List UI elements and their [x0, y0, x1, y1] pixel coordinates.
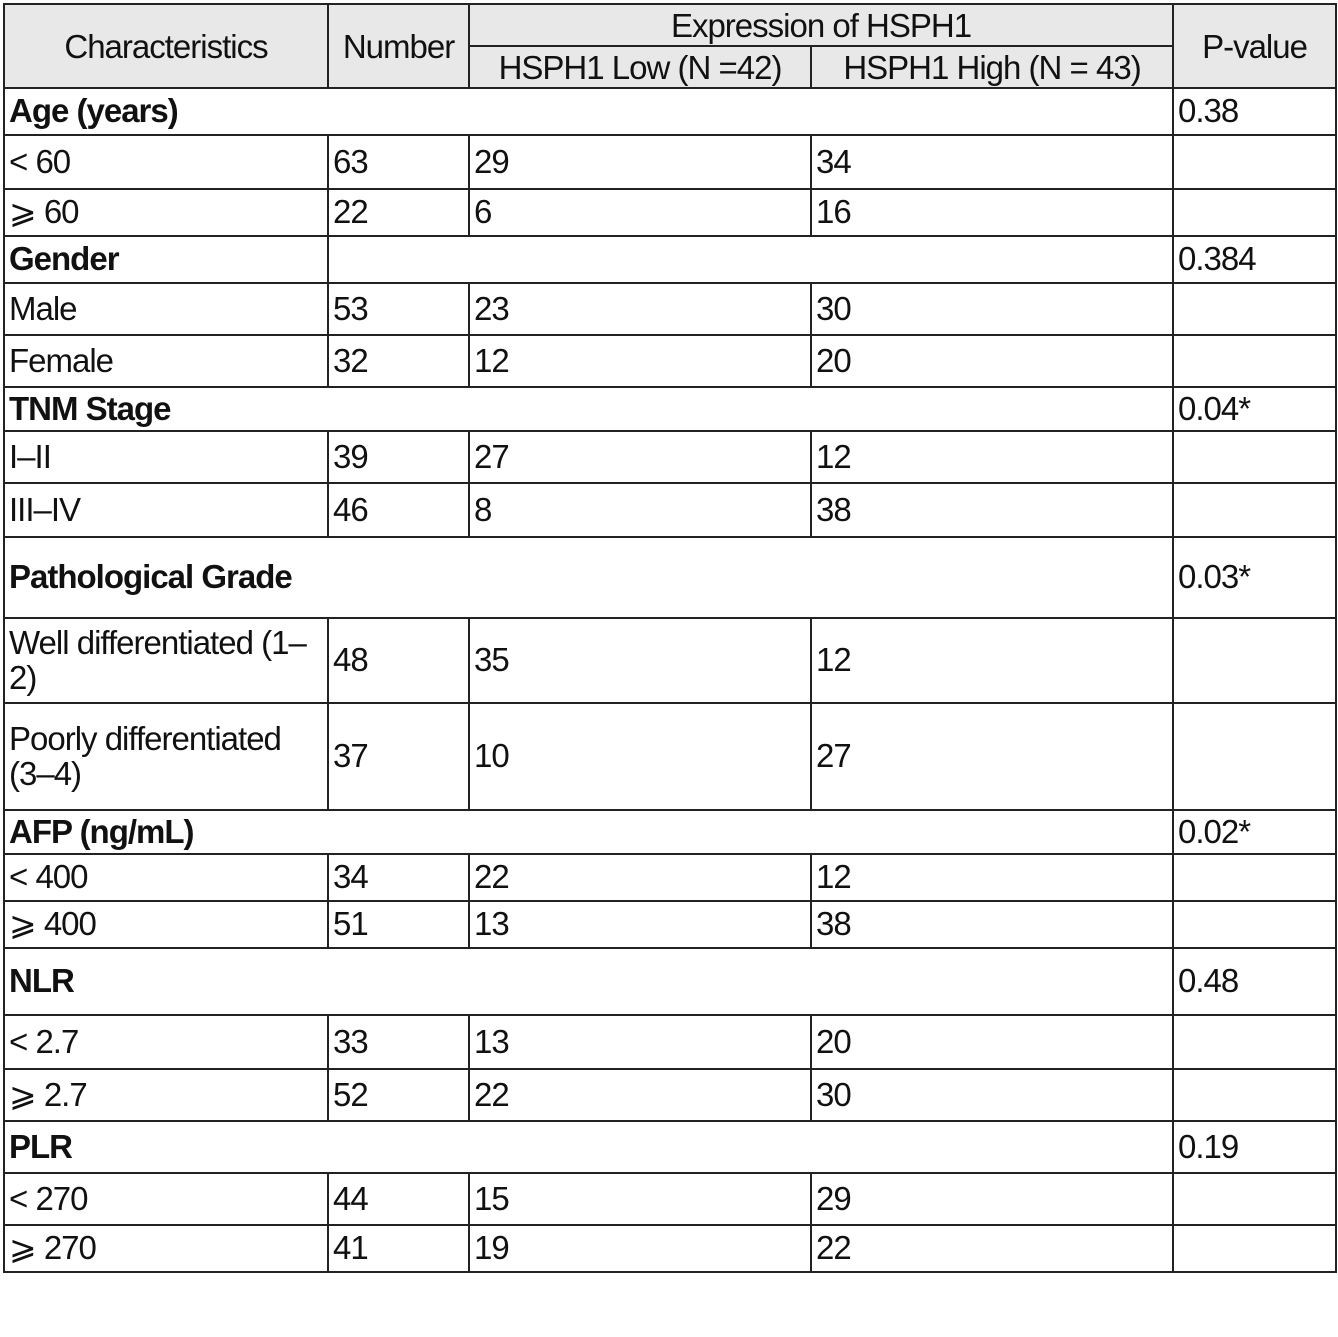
- cell-high: 29: [811, 1173, 1173, 1225]
- cell-number: 63: [328, 135, 469, 189]
- group-label: AFP (ng/mL): [4, 810, 1173, 854]
- cell-low: 15: [469, 1173, 811, 1225]
- cell-characteristic: ⩾ 60: [4, 189, 328, 236]
- cell-low: 12: [469, 335, 811, 387]
- cell-low: 22: [469, 1069, 811, 1121]
- table-row: [4, 854, 1336, 901]
- group-pvalue: 0.02*: [1173, 810, 1336, 854]
- hsph1-characteristics-table: [3, 3, 1337, 1273]
- cell-pvalue: [1173, 1225, 1336, 1272]
- cell-number: 33: [328, 1015, 469, 1069]
- cell-number: 41: [328, 1225, 469, 1272]
- cell-number: 53: [328, 283, 469, 335]
- cell-pvalue: [1173, 283, 1336, 335]
- group-label: TNM Stage: [4, 387, 1173, 431]
- cell-high: 20: [811, 1015, 1173, 1069]
- group-row-gender: [4, 236, 1336, 283]
- group-row-pathological-grade: [4, 537, 1336, 618]
- cell-pvalue: [1173, 854, 1336, 901]
- cell-number: 34: [328, 854, 469, 901]
- cell-pvalue: [1173, 703, 1336, 810]
- table-row: [4, 901, 1336, 948]
- group-row-tnm-stage: [4, 387, 1336, 431]
- cell-characteristic: < 400: [4, 854, 328, 901]
- cell-number: 32: [328, 335, 469, 387]
- header-high: HSPH1 High (N = 43): [811, 46, 1173, 88]
- cell-number: 52: [328, 1069, 469, 1121]
- header-characteristics: Characteristics: [4, 4, 328, 88]
- cell-high: 38: [811, 901, 1173, 948]
- cell-characteristic: Male: [4, 283, 328, 335]
- cell-characteristic: ⩾ 400: [4, 901, 328, 948]
- cell-low: 22: [469, 854, 811, 901]
- cell-pvalue: [1173, 901, 1336, 948]
- group-label: NLR: [4, 948, 1173, 1015]
- table-row: [4, 703, 1336, 810]
- cell-pvalue: [1173, 1069, 1336, 1121]
- group-label: PLR: [4, 1121, 1173, 1173]
- cell-high: 27: [811, 703, 1173, 810]
- cell-low: 13: [469, 901, 811, 948]
- cell-number: 51: [328, 901, 469, 948]
- cell-high: 34: [811, 135, 1173, 189]
- cell-high: 30: [811, 283, 1173, 335]
- cell-high: 12: [811, 854, 1173, 901]
- cell-low: 29: [469, 135, 811, 189]
- group-row-age: [4, 88, 1336, 135]
- table-row: [4, 283, 1336, 335]
- table-row: [4, 431, 1336, 483]
- table-row: [4, 1015, 1336, 1069]
- cell-high: 12: [811, 431, 1173, 483]
- cell-number: 48: [328, 618, 469, 703]
- group-label: Age (years): [4, 88, 1173, 135]
- cell-high: 16: [811, 189, 1173, 236]
- header-number: Number: [328, 4, 469, 88]
- group-pvalue: 0.04*: [1173, 387, 1336, 431]
- cell-low: 27: [469, 431, 811, 483]
- cell-pvalue: [1173, 335, 1336, 387]
- group-row-nlr: [4, 948, 1336, 1015]
- cell-number: 37: [328, 703, 469, 810]
- cell-high: 22: [811, 1225, 1173, 1272]
- table-row: [4, 189, 1336, 236]
- table-row: [4, 1173, 1336, 1225]
- cell-pvalue: [1173, 618, 1336, 703]
- header-low: HSPH1 Low (N =42): [469, 46, 811, 88]
- group-pvalue: 0.03*: [1173, 537, 1336, 618]
- cell-pvalue: [1173, 1015, 1336, 1069]
- cell-characteristic: Poorly differentiated (3–4): [4, 703, 328, 810]
- cell-pvalue: [1173, 1173, 1336, 1225]
- group-pvalue: 0.38: [1173, 88, 1336, 135]
- header-expression: Expression of HSPH1: [469, 4, 1173, 46]
- cell-low: 23: [469, 283, 811, 335]
- table-row: [4, 335, 1336, 387]
- cell-high: 20: [811, 335, 1173, 387]
- cell-low: 6: [469, 189, 811, 236]
- cell-characteristic: ⩾ 270: [4, 1225, 328, 1272]
- cell-characteristic: ⩾ 2.7: [4, 1069, 328, 1121]
- cell-number: 22: [328, 189, 469, 236]
- group-pvalue: 0.48: [1173, 948, 1336, 1015]
- cell-characteristic: < 60: [4, 135, 328, 189]
- table-row: [4, 135, 1336, 189]
- cell-high: 38: [811, 483, 1173, 537]
- cell-low: 13: [469, 1015, 811, 1069]
- header-pvalue: P-value: [1173, 4, 1336, 88]
- group-label: Gender: [4, 236, 328, 283]
- cell-low: 8: [469, 483, 811, 537]
- header-row-top: [4, 4, 1336, 46]
- cell-number: 39: [328, 431, 469, 483]
- cell-characteristic: I–II: [4, 431, 328, 483]
- cell-low: 10: [469, 703, 811, 810]
- group-row-plr: [4, 1121, 1336, 1173]
- cell-number: 46: [328, 483, 469, 537]
- table-row: [4, 1225, 1336, 1272]
- cell-number: 44: [328, 1173, 469, 1225]
- cell-low: 35: [469, 618, 811, 703]
- group-row-afp: [4, 810, 1336, 854]
- cell-characteristic: < 270: [4, 1173, 328, 1225]
- cell-pvalue: [1173, 431, 1336, 483]
- cell-pvalue: [1173, 135, 1336, 189]
- group-pvalue: 0.19: [1173, 1121, 1336, 1173]
- table-row: [4, 483, 1336, 537]
- table-row: [4, 618, 1336, 703]
- cell-pvalue: [1173, 189, 1336, 236]
- group-label: Pathological Grade: [4, 537, 1173, 618]
- cell-high: 30: [811, 1069, 1173, 1121]
- cell-high: 12: [811, 618, 1173, 703]
- cell-characteristic: Well differentiated (1–2): [4, 618, 328, 703]
- group-pvalue: 0.384: [1173, 236, 1336, 283]
- group-spacer: [328, 236, 1173, 283]
- cell-characteristic: < 2.7: [4, 1015, 328, 1069]
- table-row: [4, 1069, 1336, 1121]
- cell-characteristic: Female: [4, 335, 328, 387]
- cell-low: 19: [469, 1225, 811, 1272]
- cell-characteristic: III–IV: [4, 483, 328, 537]
- cell-pvalue: [1173, 483, 1336, 537]
